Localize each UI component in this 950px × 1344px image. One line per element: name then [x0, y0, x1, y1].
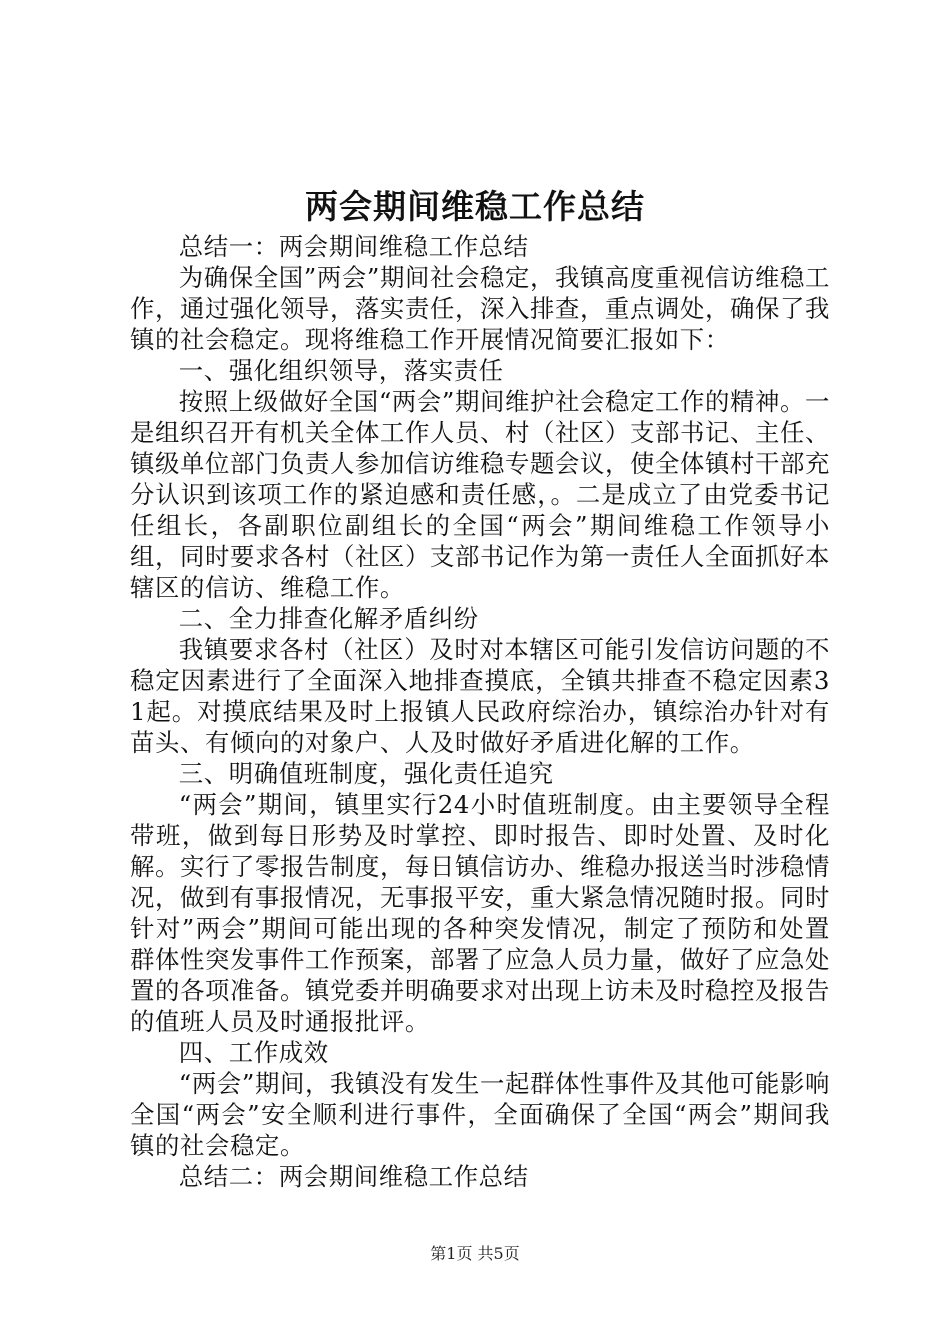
paragraph-section-four: “两会”期间，我镇没有发生一起群体性事件及其他可能影响全国“两会”安全顺利进行事件，全面确保了全国“两会”期间我镇的社会稳定。: [130, 1069, 830, 1160]
paragraph-intro: 为确保全国”两会”期间社会稳定，我镇高度重视信访维稳工作，通过强化领导，落实责任，深入排查，重点调处，确保了我镇的社会稳定。现将维稳工作开展情况简要汇报如下：: [130, 263, 830, 354]
paragraph-section-two: 我镇要求各村（社区）及时对本辖区可能引发信访问题的不稳定因素进行了全面深入地排查摸底，全镇共排查不稳定因素31起。对摸底结果及时上报镇人民政府综治办，镇综治办针对有苗头、有倾向的对象户、人及时做好矛盾进化解的工作。: [130, 635, 830, 757]
section-heading-four: 四、工作成效: [178, 1038, 329, 1067]
page-footer: 第1页 共5页: [430, 1244, 520, 1263]
paragraph-section-one: 按照上级做好全国“两会”期间维护社会稳定工作的精神。一是组织召开有机关全体工作人员、村（社区）支部书记、主任、镇级单位部门负责人参加信访维稳专题会议，使全体镇村干部充分认识到该项工作的紧迫感和责任感，。二是成立了由党委书记任组长，各副职位副组长的全国“两会”期间维稳工作领导小组，同时要求各村（社区）支部书记作为第一责任人全面抓好本辖区的信访、维稳工作。: [130, 387, 830, 602]
document-body: [130, 231, 830, 1192]
section-heading-two: 二、全力排查化解矛盾纠纷: [178, 604, 479, 633]
paragraph-section-three: “两会”期间，镇里实行24小时值班制度。由主要领导全程带班，做到每日形势及时掌控、即时报告、即时处置、及时化解。实行了零报告制度，每日镇信访办、维稳办报送当时涉稳情况，做到有事报情况，无事报平安，重大紧急情况随时报。同时针对”两会”期间可能出现的各种突发情况，制定了预防和处置群体性突发事件工作预案，部署了应急人员力量，做好了应急处置的各项准备。镇党委并明确要求对出现上访未及时稳控及报告的值班人员及时通报批评。: [130, 790, 830, 1036]
section-heading-three: 三、明确值班制度，强化责任追究: [178, 759, 554, 788]
paragraph-summary-two-heading: 总结二：两会期间维稳工作总结: [178, 1162, 529, 1191]
paragraph-summary-one-heading: 总结一：两会期间维稳工作总结: [178, 232, 529, 261]
document-title: 两会期间维稳工作总结: [305, 187, 645, 226]
section-heading-one: 一、强化组织领导，落实责任: [178, 356, 504, 385]
